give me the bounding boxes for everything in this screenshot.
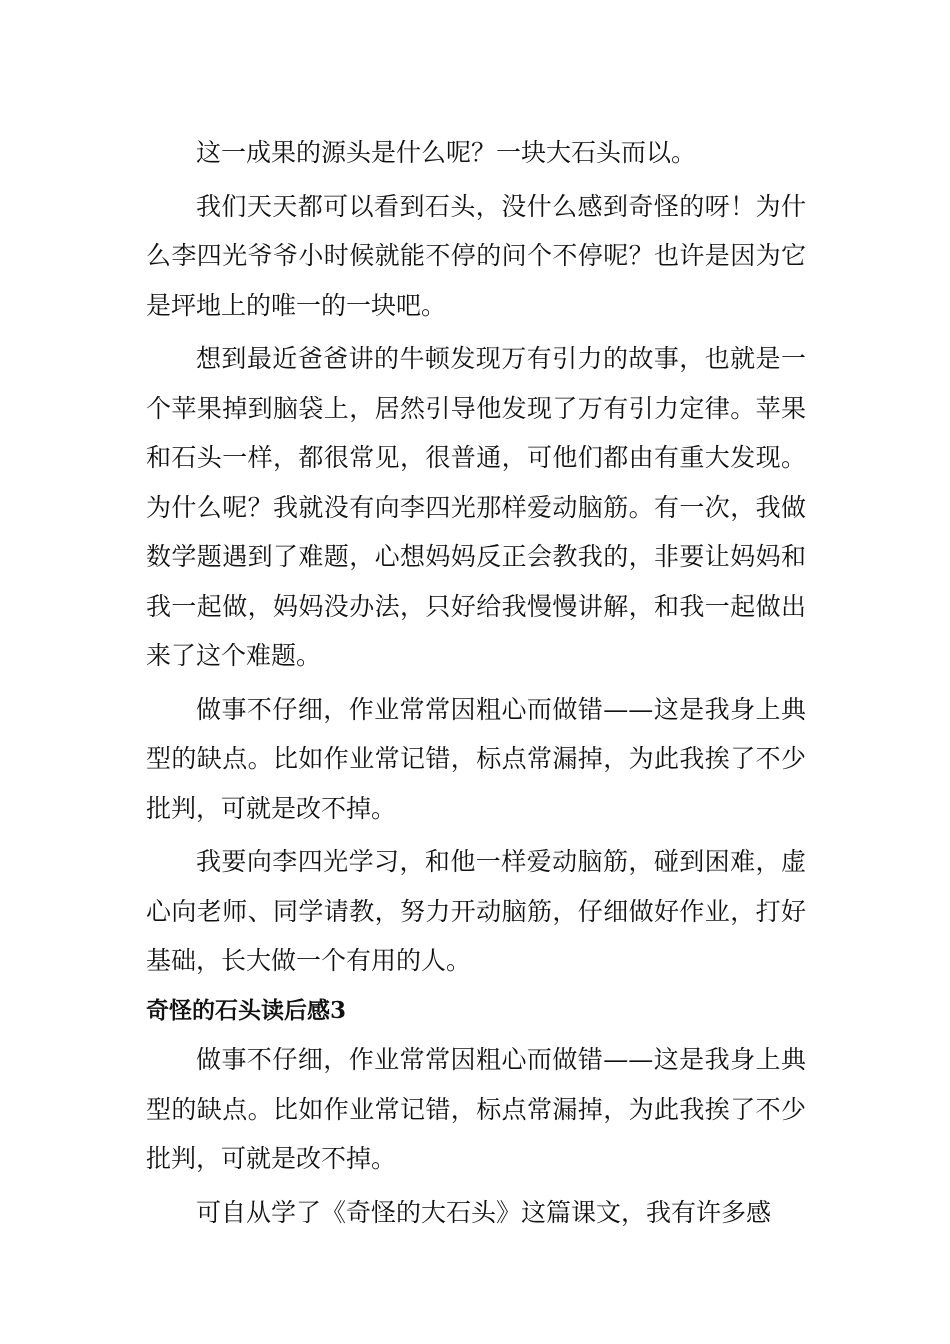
paragraph: 想到最近爸爸讲的牛顿发现万有引力的故事，也就是一个苹果掉到脑袋上，居然引导他发现了万有引力定律。苹果和石头一样，都很常见，很普通，可他们都由有重大发现。为什么呢？我就没有向李四光那样爱动脑筋。有一次，我做数学题遇到了难题，心想妈妈反正会教我的，非要让妈妈和我一起做，妈妈没办法，只好给我慢慢讲解，和我一起做出来了这个难题。 <box>146 344 806 670</box>
paragraph: 我要向李四光学习，和他一样爱动脑筋，碰到困难，虚心向老师、同学请教，努力开动脑筋，仔细做好作业，打好基础，长大做一个有用的人。 <box>146 847 806 975</box>
section-heading: 奇怪的石头读后感3 <box>146 996 347 1024</box>
paragraph: 做事不仔细，作业常常因粗心而做错——这是我身上典型的缺点。比如作业常记错，标点常漏掉，为此我挨了不少批判，可就是改不掉。 <box>146 1045 806 1173</box>
document-body <box>146 128 806 1237</box>
paragraph: 我们天天都可以看到石头，没什么感到奇怪的呀！为什么李四光爷爷小时候就能不停的问个不停呢？也许是因为它是坪地上的唯一的一块吧。 <box>146 191 806 320</box>
paragraph: 做事不仔细，作业常常因粗心而做错——这是我身上典型的缺点。比如作业常记错，标点常漏掉，为此我挨了不少批判，可就是改不掉。 <box>146 694 806 823</box>
paragraph: 可自从学了《奇怪的大石头》这篇课文，我有许多感 <box>196 1197 772 1227</box>
paragraph: 这一成果的源头是什么呢？一块大石头而以。 <box>196 138 697 167</box>
